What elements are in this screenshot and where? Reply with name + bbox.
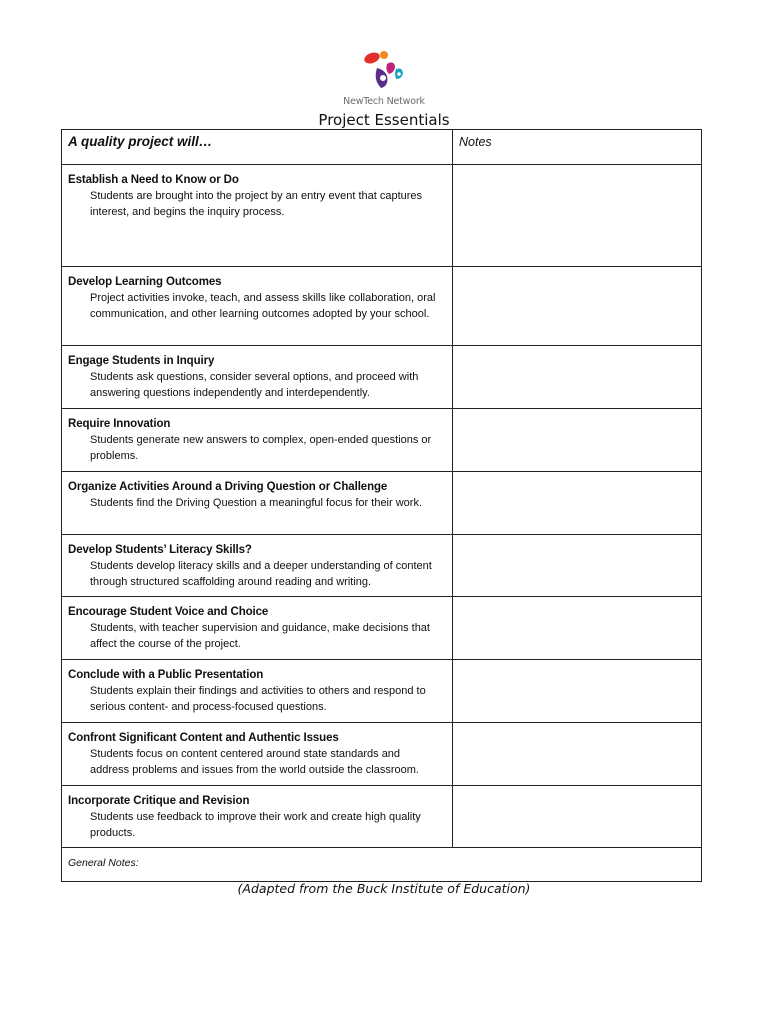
essential-cell (62, 165, 453, 267)
project-essentials-table (61, 129, 702, 882)
essential-description: Students develop literacy skills and a deeper understanding of content through structured scaffolding around reading and writing. (90, 560, 432, 588)
essential-cell (62, 409, 453, 472)
essential-description: Students use feedback to improve their work and create high quality products. (90, 811, 421, 839)
essential-heading: Incorporate Critique and Revision (68, 795, 250, 807)
page-title: Project Essentials (318, 111, 450, 129)
essential-cell (62, 660, 453, 723)
table-row (62, 786, 702, 848)
essential-description: Students, with teacher supervision and guidance, make decisions that affect the course of the project. (90, 622, 430, 650)
essential-cell (62, 346, 453, 409)
table-row (62, 165, 702, 267)
essential-heading: Establish a Need to Know or Do (68, 174, 239, 186)
logo-wordmark: NewTech Network (343, 96, 425, 107)
table-row (62, 660, 702, 723)
essential-heading: Develop Learning Outcomes (68, 276, 222, 288)
source-credit: (Adapted from the Buck Institute of Education) (237, 881, 531, 896)
essential-heading: Engage Students in Inquiry (68, 355, 215, 367)
table-row (62, 535, 702, 597)
essential-description: Project activities invoke, teach, and assess skills like collaboration, oral communication, and other learning outcomes adopted by your school. (90, 292, 436, 320)
essential-cell (62, 786, 453, 848)
notes-cell[interactable] (453, 723, 702, 786)
newtech-network-logo (0, 48, 768, 107)
essential-heading: Conclude with a Public Presentation (68, 669, 264, 681)
essential-cell (62, 535, 453, 597)
table-row (62, 346, 702, 409)
column-heading-quality-project: A quality project will… (62, 130, 453, 165)
essential-description: Students focus on content centered around state standards and address problems and issues from the world outside the classroom. (90, 748, 419, 776)
essential-cell (62, 597, 453, 660)
notes-cell[interactable] (453, 472, 702, 535)
column-heading-notes: Notes (453, 130, 702, 165)
notes-cell[interactable] (453, 165, 702, 267)
general-notes-label: General Notes: (68, 857, 139, 869)
table-row (62, 723, 702, 786)
table-row (62, 597, 702, 660)
essential-description: Students explain their findings and activities to others and respond to serious content- and process-focused questions. (90, 685, 426, 713)
table-row (62, 267, 702, 346)
newtech-logo-icon (359, 48, 409, 94)
general-notes-row (62, 848, 702, 882)
essential-heading: Confront Significant Content and Authentic Issues (68, 732, 339, 744)
table-row (62, 409, 702, 472)
table-row (62, 472, 702, 535)
essential-cell (62, 472, 453, 535)
essential-heading: Organize Activities Around a Driving Question or Challenge (68, 481, 388, 493)
notes-cell[interactable] (453, 597, 702, 660)
essential-description: Students generate new answers to complex, open-ended questions or problems. (90, 434, 432, 462)
notes-cell[interactable] (453, 535, 702, 597)
notes-cell[interactable] (453, 267, 702, 346)
notes-cell[interactable] (453, 346, 702, 409)
essential-heading: Encourage Student Voice and Choice (68, 606, 269, 618)
essential-cell (62, 723, 453, 786)
general-notes-field[interactable] (62, 848, 702, 882)
notes-cell[interactable] (453, 660, 702, 723)
essential-description: Students are brought into the project by an entry event that captures interest, and begins the inquiry process. (90, 190, 423, 218)
table-header-row (62, 130, 702, 165)
notes-cell[interactable] (453, 786, 702, 848)
essential-cell (62, 267, 453, 346)
essential-description: Students ask questions, consider several options, and proceed with answering questions independently and interdependently. (90, 371, 419, 399)
notes-cell[interactable] (453, 409, 702, 472)
essential-description: Students find the Driving Question a meaningful focus for their work. (90, 497, 423, 509)
essential-heading: Require Innovation (68, 418, 171, 430)
essential-heading: Develop Students’ Literacy Skills? (68, 544, 252, 556)
